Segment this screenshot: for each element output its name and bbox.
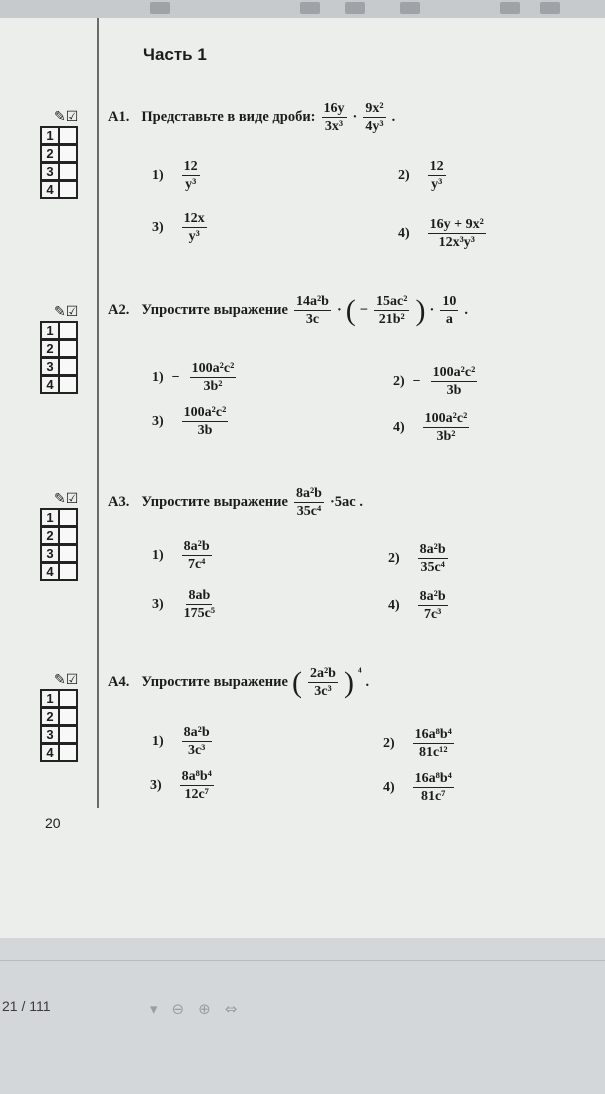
answer-num: 1 [40,126,60,145]
fraction: $\frac{\text{8a²b}}{\text{35c⁴}}$ [295,486,322,519]
question-a1: А1. Представьте в виде дроби: $\frac{16y}{\text{3x³}}$ · $\frac{\text{9x²}}{\text{4y³}}$ . [108,101,396,134]
fraction: $\frac{\text{8a²b}}{\text{7c⁴}}$ [183,539,210,572]
question-a2: А2. Упростите выражение $\frac{\text{14a²b}}{3c}$ · ( − $\frac{\text{15ac²}}{\text{21b²}}$ ) · $\frac{10}{a}$ . [108,293,468,327]
answer-num: 1 [40,508,60,527]
answer-box[interactable] [60,357,78,376]
nav-controls [150,1000,237,1018]
option-a2-2[interactable]: 2) − $\frac{\text{100a²c²}}{3b}$ [393,365,476,398]
answer-sidebar-a1 [40,108,78,198]
question-prompt: Представьте в виде дроби: [141,109,316,125]
answer-num: 4 [40,743,60,762]
viewer-footer [0,938,605,1094]
fraction: $\frac{10}{a}$ [442,294,457,327]
dropdown-icon[interactable]: ▾ [150,1000,158,1018]
answer-box[interactable] [60,508,78,527]
answer-num: 4 [40,562,60,581]
answer-num: 1 [40,321,60,340]
answer-sidebar-a4 [40,671,78,761]
answer-box[interactable] [60,707,78,726]
fraction: $\frac{\text{8a²b}}{\text{35c⁴}}$ [419,542,446,575]
fraction: $\frac{\text{14a²b}}{3c}$ [295,294,329,327]
answer-num: 2 [40,339,60,358]
answer-box[interactable] [60,126,78,145]
fraction: $\frac{\text{100a²c²}}{\text{3b²}}$ [191,361,235,394]
divider [0,960,605,961]
pencil-check-icon: ✎☑ [54,491,79,507]
fraction: $\frac{\text{16a⁸b⁴}}{\text{81c¹²}}$ [414,727,452,760]
fraction: $\frac{\text{100a²c²}}{3b}$ [432,365,476,398]
part-title: Часть 1 [143,45,207,64]
page-counter: 21 / 111 [2,998,51,1014]
answer-box[interactable] [60,743,78,762]
question-label: А1. [108,109,130,125]
fraction: $\frac{12}{\text{y³}}$ [183,159,198,192]
question-label: А2. [108,302,130,318]
answer-box[interactable] [60,339,78,358]
question-prompt: Упростите выражение [141,302,288,318]
fit-page-icon[interactable]: ⇔ [224,1000,238,1018]
fraction: $\frac{12}{\text{y³}}$ [429,159,444,192]
answer-box[interactable] [60,544,78,563]
question-label: А4. [108,674,130,690]
pencil-check-icon: ✎☑ [54,109,79,125]
answer-box[interactable] [60,162,78,181]
option-a1-3[interactable]: 3) $\frac{12x}{\text{y³}}$ [152,211,205,244]
option-a4-1[interactable]: 1) $\frac{\text{8a²b}}{\text{3c³}}$ [152,725,210,758]
answer-num: 3 [40,544,60,563]
answer-num: 2 [40,526,60,545]
fraction: $\frac{\text{15ac²}}{\text{21b²}}$ [376,294,408,327]
fraction: $\frac{\text{16y + 9x²}}{\text{12x³y³}}$ [429,217,484,250]
answer-box[interactable] [60,180,78,199]
option-a3-3[interactable]: 3) $\frac{8ab}{\text{175c⁵}}$ [152,588,216,621]
answer-num: 4 [40,180,60,199]
answer-sidebar-a2 [40,303,78,393]
answer-num: 2 [40,144,60,163]
option-a1-4[interactable]: 4) $\frac{\text{16y + 9x²}}{\text{12x³y³}}$ [398,217,484,250]
question-prompt: Упростите выражение [141,674,288,690]
answer-box[interactable] [60,526,78,545]
fraction: $\frac{16y}{\text{3x³}}$ [323,101,345,134]
zoom-out-icon[interactable]: ⊖ [171,1000,185,1018]
option-a4-2[interactable]: 2) $\frac{\text{16a⁸b⁴}}{\text{81c¹²}}$ [383,727,452,760]
option-a3-1[interactable]: 1) $\frac{\text{8a²b}}{\text{7c⁴}}$ [152,539,210,572]
answer-sidebar-a3 [40,490,78,580]
option-a1-2[interactable]: 2) $\frac{12}{\text{y³}}$ [398,159,444,192]
answer-num: 1 [40,689,60,708]
option-a4-3[interactable]: 3) $\frac{\text{8a⁸b⁴}}{\text{12c⁷}}$ [150,769,212,802]
question-prompt: Упростите выражение [141,494,288,510]
fraction: $\frac{\text{100a²c²}}{\text{3b²}}$ [424,411,468,444]
fraction: $\frac{\text{100a²c²}}{3b}$ [183,405,227,438]
question-a3: А3. Упростите выражение $\frac{\text{8a²b}}{\text{35c⁴}}$ ·5ac . [108,486,363,519]
answer-box[interactable] [60,562,78,581]
option-a1-1[interactable]: 1) $\frac{12}{\text{y³}}$ [152,159,198,192]
option-a2-4[interactable]: 4) $\frac{\text{100a²c²}}{\text{3b²}}$ [393,411,468,444]
fraction: $\frac{\text{16a⁸b⁴}}{\text{81c⁷}}$ [414,771,452,804]
fraction: $\frac{12x}{\text{y³}}$ [183,211,205,244]
answer-num: 2 [40,707,60,726]
document-page [0,18,605,938]
answer-num: 4 [40,375,60,394]
option-a4-4[interactable]: 4) $\frac{\text{16a⁸b⁴}}{\text{81c⁷}}$ [383,771,452,804]
fraction: $\frac{\text{8a²b}}{\text{3c³}}$ [183,725,210,758]
margin-line [97,18,99,808]
answer-box[interactable] [60,144,78,163]
question-a4: А4. Упростите выражение ( $\frac{\text{2a²b}}{\text{3c³}}$ ) ⁴ . [108,665,370,699]
option-a2-3[interactable]: 3) $\frac{\text{100a²c²}}{3b}$ [152,405,227,438]
answer-num: 3 [40,357,60,376]
fraction: $\frac{\text{9x²}}{\text{4y³}}$ [365,101,384,134]
fraction: $\frac{\text{2a²b}}{\text{3c³}}$ [309,666,336,699]
answer-box[interactable] [60,725,78,744]
zoom-in-icon[interactable]: ⊕ [198,1000,211,1018]
option-a2-1[interactable]: 1) − $\frac{\text{100a²c²}}{\text{3b²}}$ [152,361,235,394]
pencil-check-icon: ✎☑ [54,672,79,688]
viewer-toolbar [0,0,605,19]
answer-num: 3 [40,162,60,181]
question-label: А3. [108,494,130,510]
answer-box[interactable] [60,375,78,394]
page-number: 20 [45,815,61,831]
answer-box[interactable] [60,321,78,340]
fraction: $\frac{\text{8a²b}}{\text{7c³}}$ [419,589,446,622]
fraction: $\frac{\text{8a⁸b⁴}}{\text{12c⁷}}$ [181,769,212,802]
pencil-check-icon: ✎☑ [54,304,79,320]
option-a3-4[interactable]: 4) $\frac{\text{8a²b}}{\text{7c³}}$ [388,589,446,622]
fraction: $\frac{8ab}{\text{175c⁵}}$ [183,588,216,621]
option-a3-2[interactable]: 2) $\frac{\text{8a²b}}{\text{35c⁴}}$ [388,542,446,575]
answer-num: 3 [40,725,60,744]
answer-box[interactable] [60,689,78,708]
